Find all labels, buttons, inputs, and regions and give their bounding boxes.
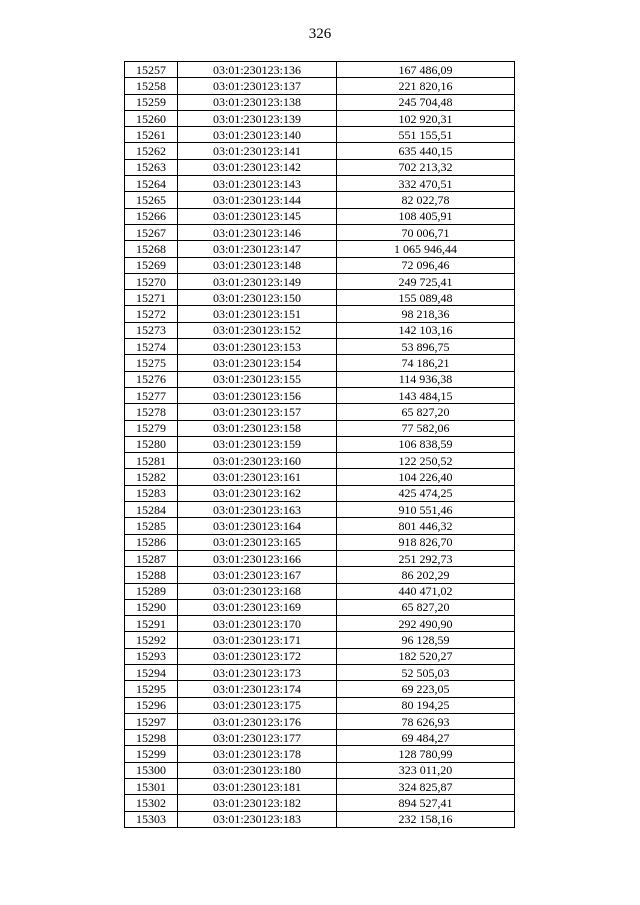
row-number-cell: 15265 — [125, 192, 178, 208]
table-row — [125, 697, 515, 713]
row-number-cell: 15294 — [125, 664, 178, 680]
table-row — [125, 257, 515, 273]
cadastral-number-cell: 03:01:230123:168 — [178, 583, 337, 599]
value-cell: 635 440,15 — [337, 143, 515, 159]
cadastral-number-cell: 03:01:230123:148 — [178, 257, 337, 273]
cadastral-number-cell: 03:01:230123:160 — [178, 453, 337, 469]
row-number-cell: 15279 — [125, 420, 178, 436]
value-cell: 72 096,46 — [337, 257, 515, 273]
value-cell: 70 006,71 — [337, 224, 515, 240]
cadastral-number-cell: 03:01:230123:173 — [178, 664, 337, 680]
cadastral-number-cell: 03:01:230123:165 — [178, 534, 337, 550]
value-cell: 86 202,29 — [337, 567, 515, 583]
row-number-cell: 15267 — [125, 224, 178, 240]
value-cell: 1 065 946,44 — [337, 241, 515, 257]
cadastral-number-cell: 03:01:230123:181 — [178, 779, 337, 795]
table-row — [125, 404, 515, 420]
table-row — [125, 159, 515, 175]
value-cell: 69 223,05 — [337, 681, 515, 697]
row-number-cell: 15288 — [125, 567, 178, 583]
cadastral-number-cell: 03:01:230123:145 — [178, 208, 337, 224]
row-number-cell: 15282 — [125, 469, 178, 485]
value-cell: 221 820,16 — [337, 78, 515, 94]
value-cell: 324 825,87 — [337, 779, 515, 795]
value-cell: 155 089,48 — [337, 290, 515, 306]
value-cell: 80 194,25 — [337, 697, 515, 713]
value-cell: 894 527,41 — [337, 795, 515, 811]
value-cell: 114 936,38 — [337, 371, 515, 387]
table-row — [125, 746, 515, 762]
page-number: 326 — [308, 26, 332, 42]
cadastral-number-cell: 03:01:230123:150 — [178, 290, 337, 306]
value-cell: 425 474,25 — [337, 485, 515, 501]
row-number-cell: 15285 — [125, 518, 178, 534]
row-number-cell: 15280 — [125, 436, 178, 452]
table-row — [125, 224, 515, 240]
cadastral-number-cell: 03:01:230123:170 — [178, 616, 337, 632]
row-number-cell: 15268 — [125, 241, 178, 257]
table-row — [125, 502, 515, 518]
cadastral-number-cell: 03:01:230123:182 — [178, 795, 337, 811]
table-row — [125, 599, 515, 615]
row-number-cell: 15264 — [125, 176, 178, 192]
table-row — [125, 306, 515, 322]
table-row — [125, 208, 515, 224]
row-number-cell: 15299 — [125, 746, 178, 762]
value-cell: 551 155,51 — [337, 127, 515, 143]
cadastral-number-cell: 03:01:230123:157 — [178, 404, 337, 420]
row-number-cell: 15258 — [125, 78, 178, 94]
value-cell: 801 446,32 — [337, 518, 515, 534]
value-cell: 69 484,27 — [337, 730, 515, 746]
value-cell: 52 505,03 — [337, 664, 515, 680]
table-row — [125, 143, 515, 159]
cadastral-number-cell: 03:01:230123:163 — [178, 502, 337, 518]
row-number-cell: 15276 — [125, 371, 178, 387]
row-number-cell: 15269 — [125, 257, 178, 273]
table-row — [125, 127, 515, 143]
row-number-cell: 15261 — [125, 127, 178, 143]
row-number-cell: 15287 — [125, 550, 178, 566]
table-row — [125, 241, 515, 257]
cadastral-number-cell: 03:01:230123:166 — [178, 550, 337, 566]
cadastral-number-cell: 03:01:230123:155 — [178, 371, 337, 387]
cadastral-number-cell: 03:01:230123:143 — [178, 176, 337, 192]
row-number-cell: 15277 — [125, 387, 178, 403]
row-number-cell: 15289 — [125, 583, 178, 599]
table-row — [125, 339, 515, 355]
row-number-cell: 15262 — [125, 143, 178, 159]
row-number-cell: 15295 — [125, 681, 178, 697]
row-number-cell: 15259 — [125, 94, 178, 110]
cadastral-number-cell: 03:01:230123:152 — [178, 322, 337, 338]
cadastral-number-cell: 03:01:230123:162 — [178, 485, 337, 501]
value-cell: 53 896,75 — [337, 339, 515, 355]
row-number-cell: 15290 — [125, 599, 178, 615]
cadastral-number-cell: 03:01:230123:147 — [178, 241, 337, 257]
value-cell: 98 218,36 — [337, 306, 515, 322]
value-cell: 122 250,52 — [337, 453, 515, 469]
cadastral-number-cell: 03:01:230123:169 — [178, 599, 337, 615]
row-number-cell: 15263 — [125, 159, 178, 175]
table-row — [125, 550, 515, 566]
table-row — [125, 485, 515, 501]
cadastral-number-cell: 03:01:230123:137 — [178, 78, 337, 94]
row-number-cell: 15272 — [125, 306, 178, 322]
table-row — [125, 453, 515, 469]
row-number-cell: 15257 — [125, 62, 178, 78]
cadastral-number-cell: 03:01:230123:141 — [178, 143, 337, 159]
cadastral-number-cell: 03:01:230123:167 — [178, 567, 337, 583]
row-number-cell: 15270 — [125, 273, 178, 289]
cadastral-number-cell: 03:01:230123:138 — [178, 94, 337, 110]
value-cell: 77 582,06 — [337, 420, 515, 436]
value-cell: 182 520,27 — [337, 648, 515, 664]
cadastral-number-cell: 03:01:230123:156 — [178, 387, 337, 403]
table-row — [125, 664, 515, 680]
cadastral-number-cell: 03:01:230123:180 — [178, 762, 337, 778]
value-cell: 910 551,46 — [337, 502, 515, 518]
cadastral-number-cell: 03:01:230123:164 — [178, 518, 337, 534]
row-number-cell: 15275 — [125, 355, 178, 371]
table-row — [125, 730, 515, 746]
table-row — [125, 110, 515, 126]
cadastral-number-cell: 03:01:230123:177 — [178, 730, 337, 746]
row-number-cell: 15293 — [125, 648, 178, 664]
row-number-cell: 15300 — [125, 762, 178, 778]
table-row — [125, 795, 515, 811]
row-number-cell: 15301 — [125, 779, 178, 795]
row-number-cell: 15260 — [125, 110, 178, 126]
value-cell: 142 103,16 — [337, 322, 515, 338]
table-row — [125, 469, 515, 485]
table-row — [125, 78, 515, 94]
row-number-cell: 15283 — [125, 485, 178, 501]
row-number-cell: 15292 — [125, 632, 178, 648]
value-cell: 249 725,41 — [337, 273, 515, 289]
cadastral-number-cell: 03:01:230123:159 — [178, 436, 337, 452]
row-number-cell: 15303 — [125, 811, 178, 827]
cadastral-number-cell: 03:01:230123:158 — [178, 420, 337, 436]
value-cell: 96 128,59 — [337, 632, 515, 648]
table-row — [125, 616, 515, 632]
table-row — [125, 583, 515, 599]
table-row — [125, 811, 515, 827]
value-cell: 251 292,73 — [337, 550, 515, 566]
table-row — [125, 94, 515, 110]
row-number-cell: 15266 — [125, 208, 178, 224]
value-cell: 702 213,32 — [337, 159, 515, 175]
table-row — [125, 387, 515, 403]
cadastral-number-cell: 03:01:230123:174 — [178, 681, 337, 697]
table-row — [125, 273, 515, 289]
cadastral-number-cell: 03:01:230123:146 — [178, 224, 337, 240]
row-number-cell: 15296 — [125, 697, 178, 713]
value-cell: 78 626,93 — [337, 713, 515, 729]
value-cell: 65 827,20 — [337, 599, 515, 615]
value-cell: 104 226,40 — [337, 469, 515, 485]
value-cell: 102 920,31 — [337, 110, 515, 126]
value-cell: 245 704,48 — [337, 94, 515, 110]
value-cell: 440 471,02 — [337, 583, 515, 599]
row-number-cell: 15291 — [125, 616, 178, 632]
value-cell: 128 780,99 — [337, 746, 515, 762]
cadastral-number-cell: 03:01:230123:151 — [178, 306, 337, 322]
cadastral-number-cell: 03:01:230123:140 — [178, 127, 337, 143]
row-number-cell: 15284 — [125, 502, 178, 518]
table-row — [125, 192, 515, 208]
cadastral-value-table — [124, 61, 515, 828]
table-row — [125, 176, 515, 192]
cadastral-number-cell: 03:01:230123:139 — [178, 110, 337, 126]
row-number-cell: 15281 — [125, 453, 178, 469]
cadastral-number-cell: 03:01:230123:136 — [178, 62, 337, 78]
row-number-cell: 15286 — [125, 534, 178, 550]
cadastral-number-cell: 03:01:230123:171 — [178, 632, 337, 648]
table-row — [125, 322, 515, 338]
cadastral-number-cell: 03:01:230123:183 — [178, 811, 337, 827]
value-cell: 323 011,20 — [337, 762, 515, 778]
value-cell: 106 838,59 — [337, 436, 515, 452]
table-row — [125, 632, 515, 648]
value-cell: 292 490,90 — [337, 616, 515, 632]
table-row — [125, 355, 515, 371]
value-cell: 74 186,21 — [337, 355, 515, 371]
table-row — [125, 290, 515, 306]
table-row — [125, 713, 515, 729]
cadastral-number-cell: 03:01:230123:172 — [178, 648, 337, 664]
value-cell: 167 486,09 — [337, 62, 515, 78]
table-row — [125, 779, 515, 795]
value-cell: 232 158,16 — [337, 811, 515, 827]
value-cell: 82 022,78 — [337, 192, 515, 208]
row-number-cell: 15302 — [125, 795, 178, 811]
cadastral-number-cell: 03:01:230123:144 — [178, 192, 337, 208]
value-cell: 143 484,15 — [337, 387, 515, 403]
table-row — [125, 534, 515, 550]
value-cell: 918 826,70 — [337, 534, 515, 550]
row-number-cell: 15298 — [125, 730, 178, 746]
cadastral-number-cell: 03:01:230123:175 — [178, 697, 337, 713]
cadastral-number-cell: 03:01:230123:153 — [178, 339, 337, 355]
row-number-cell: 15278 — [125, 404, 178, 420]
cadastral-number-cell: 03:01:230123:178 — [178, 746, 337, 762]
table-row — [125, 567, 515, 583]
row-number-cell: 15271 — [125, 290, 178, 306]
cadastral-number-cell: 03:01:230123:161 — [178, 469, 337, 485]
value-cell: 65 827,20 — [337, 404, 515, 420]
table-row — [125, 436, 515, 452]
table-body — [125, 62, 515, 828]
row-number-cell: 15274 — [125, 339, 178, 355]
value-cell: 108 405,91 — [337, 208, 515, 224]
row-number-cell: 15273 — [125, 322, 178, 338]
table-row — [125, 762, 515, 778]
cadastral-number-cell: 03:01:230123:149 — [178, 273, 337, 289]
table-row — [125, 371, 515, 387]
value-cell: 332 470,51 — [337, 176, 515, 192]
table-row — [125, 420, 515, 436]
table-row — [125, 681, 515, 697]
table-row — [125, 518, 515, 534]
table-row — [125, 62, 515, 78]
row-number-cell: 15297 — [125, 713, 178, 729]
table-row — [125, 648, 515, 664]
cadastral-number-cell: 03:01:230123:142 — [178, 159, 337, 175]
cadastral-number-cell: 03:01:230123:154 — [178, 355, 337, 371]
cadastral-number-cell: 03:01:230123:176 — [178, 713, 337, 729]
